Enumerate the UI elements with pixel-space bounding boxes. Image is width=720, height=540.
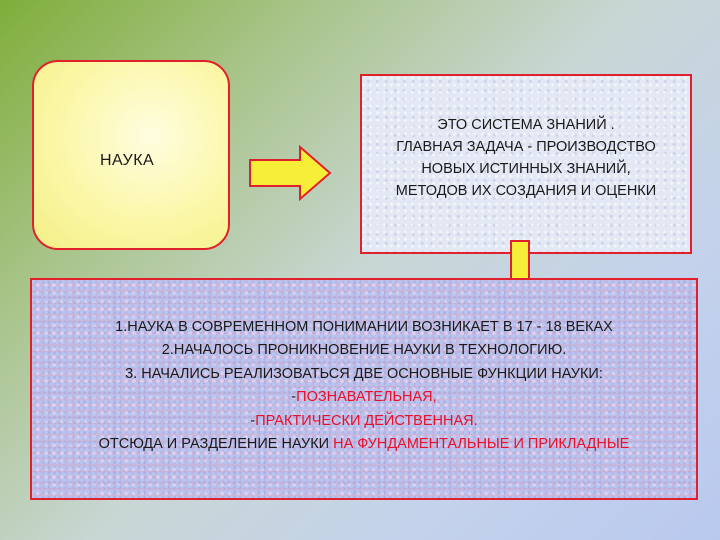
fact-line-6 [99, 433, 630, 457]
practical-function: ПРАКТИЧЕСКИ ДЕЙСТВЕННАЯ. [255, 412, 478, 429]
fact-line-2: 2.НАЧАЛОСЬ ПРОНИКНОВЕНИЕ НАУКИ В ТЕХНОЛОГИЮ. [161, 342, 567, 358]
fact-line-1: 1.НАУКА В СОВРЕМЕННОМ ПОНИМАНИИ ВОЗНИКАЕТ В 17 - 18 ВЕКАХ [115, 318, 613, 335]
dash: - [250, 412, 256, 429]
definition-line: МЕТОДОВ ИХ СОЗДАНИЯ И ОЦЕНКИ [395, 183, 657, 199]
fact-line-3: 3. НАЧАЛИСЬ РЕАЛИЗОВАТЬСЯ ДВЕ ОСНОВНЫЕ ФУНКЦИИ НАУКИ: [125, 365, 603, 382]
definition-line: ГЛАВНАЯ ЗАДАЧА - ПРОИЗВОДСТВО [396, 139, 656, 155]
dash: - [291, 389, 297, 405]
division-text: ОТСЮДА И РАЗДЕЛЕНИЕ НАУКИ [98, 436, 334, 452]
division-types: НА ФУНДАМЕНТАЛЬНЫЕ И ПРИКЛАДНЫЕ [333, 436, 630, 452]
definition-line: НОВЫХ ИСТИННЫХ ЗНАНИЙ, [421, 161, 631, 177]
fact-line-5 [250, 410, 477, 434]
facts-box [30, 278, 698, 500]
connector-bar [510, 240, 530, 280]
cognitive-function: ПОЗНАВАТЕЛЬНАЯ, [296, 389, 437, 405]
fact-line-4 [291, 386, 436, 410]
definition-box [360, 74, 692, 254]
science-box [32, 60, 230, 250]
science-label: НАУКА [100, 152, 155, 169]
right-arrow-icon [248, 145, 332, 201]
definition-line: ЭТО СИСТЕМА ЗНАНИЙ . [437, 117, 615, 133]
